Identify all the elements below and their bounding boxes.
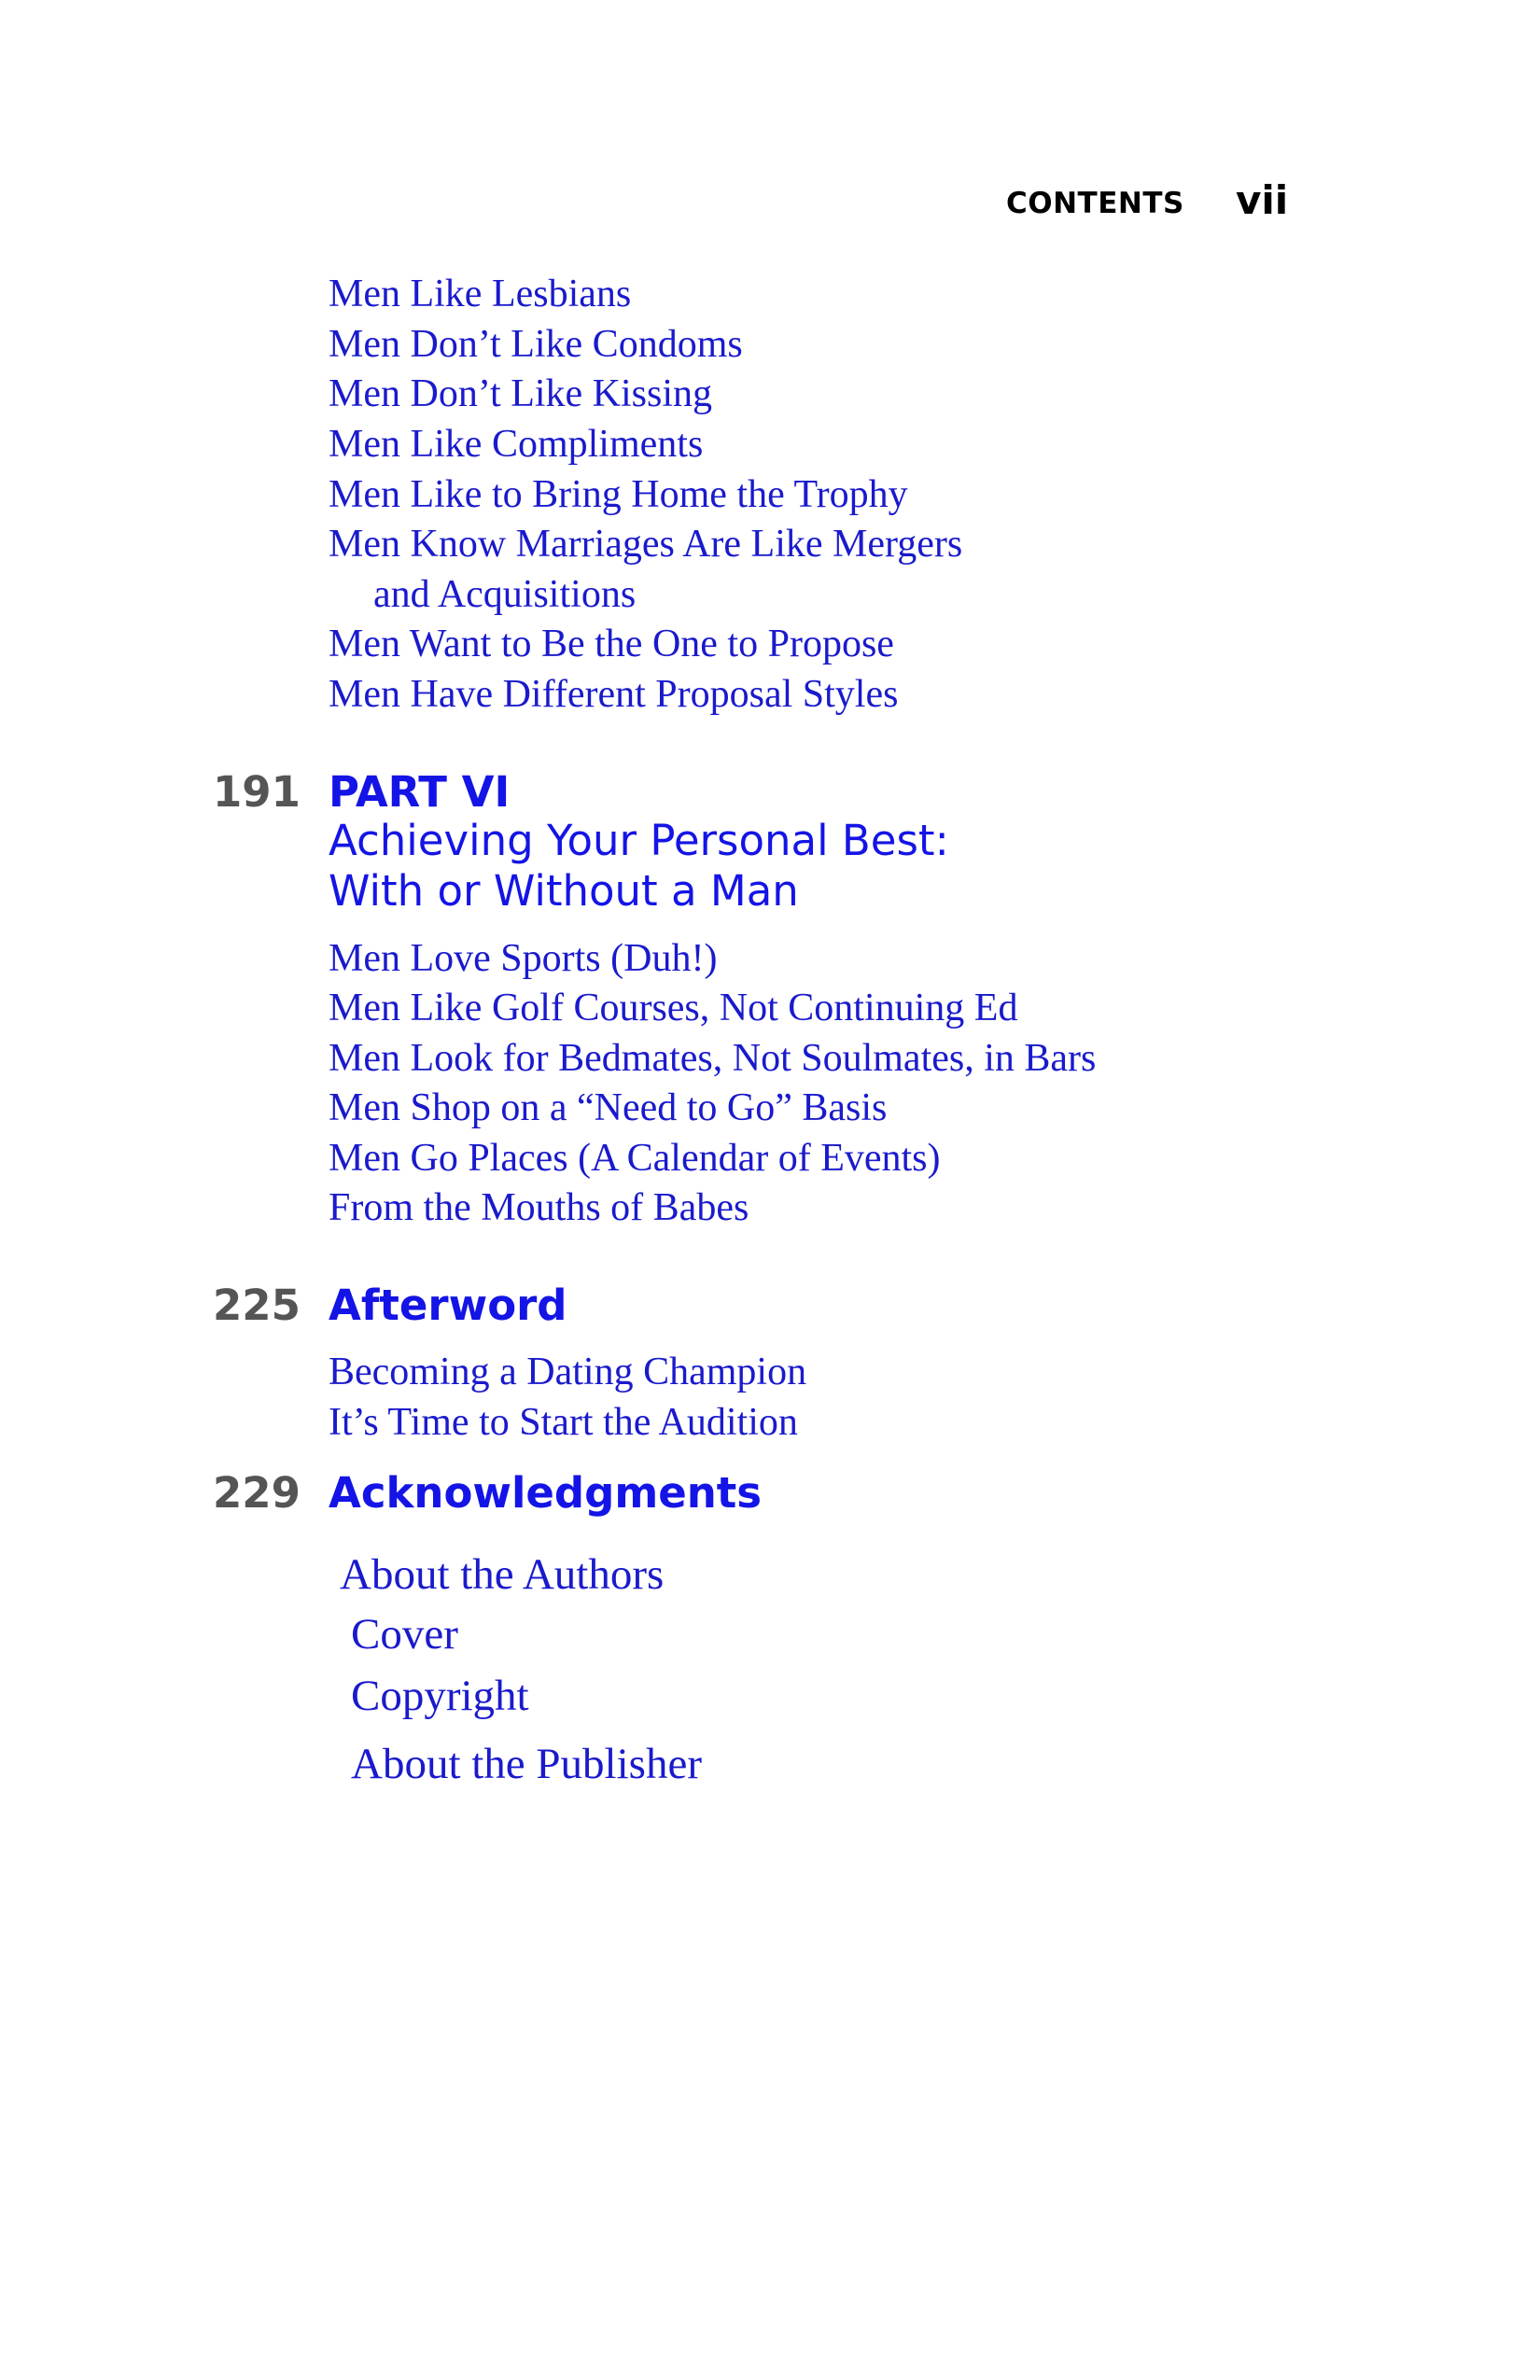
toc-link[interactable]: Men Have Different Proposal Styles	[329, 673, 899, 716]
back-matter-link[interactable]: About the Authors	[340, 1550, 665, 1599]
toc-link[interactable]: Men Love Sports (Duh!)	[329, 937, 718, 980]
toc-link[interactable]: Becoming a Dating Champion	[329, 1351, 807, 1393]
afterword-heading-link[interactable]: Afterword	[329, 1281, 567, 1330]
toc-link[interactable]: Men Don’t Like Kissing	[329, 372, 713, 415]
toc-link[interactable]: Men Like Compliments	[329, 423, 704, 466]
toc-link[interactable]: Men Look for Bedmates, Not Soulmates, in Bars	[329, 1037, 1097, 1080]
toc-link[interactable]: Men Like Golf Courses, Not Continuing Ed	[329, 987, 1018, 1029]
part-title-line[interactable]: Achieving Your Personal Best:	[329, 816, 949, 865]
acknowledgments-page-number: 229	[213, 1468, 301, 1518]
toc-link[interactable]: Men Want to Be the One to Propose	[329, 623, 894, 665]
back-matter-link[interactable]: About the Publisher	[351, 1740, 702, 1788]
page-number: vii	[1236, 177, 1289, 223]
acknowledgments-heading-link[interactable]: Acknowledgments	[329, 1468, 763, 1518]
toc-link[interactable]: It’s Time to Start the Audition	[329, 1401, 798, 1444]
back-matter-link[interactable]: Copyright	[351, 1672, 529, 1720]
toc-link[interactable]: Men Shop on a “Need to Go” Basis	[329, 1086, 888, 1129]
toc-link[interactable]: Men Like to Bring Home the Trophy	[329, 473, 908, 516]
toc-link[interactable]: Men Know Marriages Are Like Mergers	[329, 523, 963, 566]
toc-link[interactable]: Men Go Places (A Calendar of Events)	[329, 1137, 941, 1180]
back-matter-link[interactable]: Cover	[351, 1610, 458, 1659]
toc-link[interactable]: Men Like Lesbians	[329, 273, 632, 315]
toc-link[interactable]: From the Mouths of Babes	[329, 1186, 749, 1229]
toc-link-continuation[interactable]: and Acquisitions	[373, 573, 637, 616]
part-title-line[interactable]: With or Without a Man	[329, 866, 799, 916]
running-header-label: CONTENTS	[1006, 187, 1184, 220]
part-page-number: 191	[213, 767, 301, 817]
part-heading-link[interactable]: PART VI	[329, 767, 511, 817]
toc-link[interactable]: Men Don’t Like Condoms	[329, 323, 743, 366]
afterword-page-number: 225	[213, 1281, 301, 1330]
